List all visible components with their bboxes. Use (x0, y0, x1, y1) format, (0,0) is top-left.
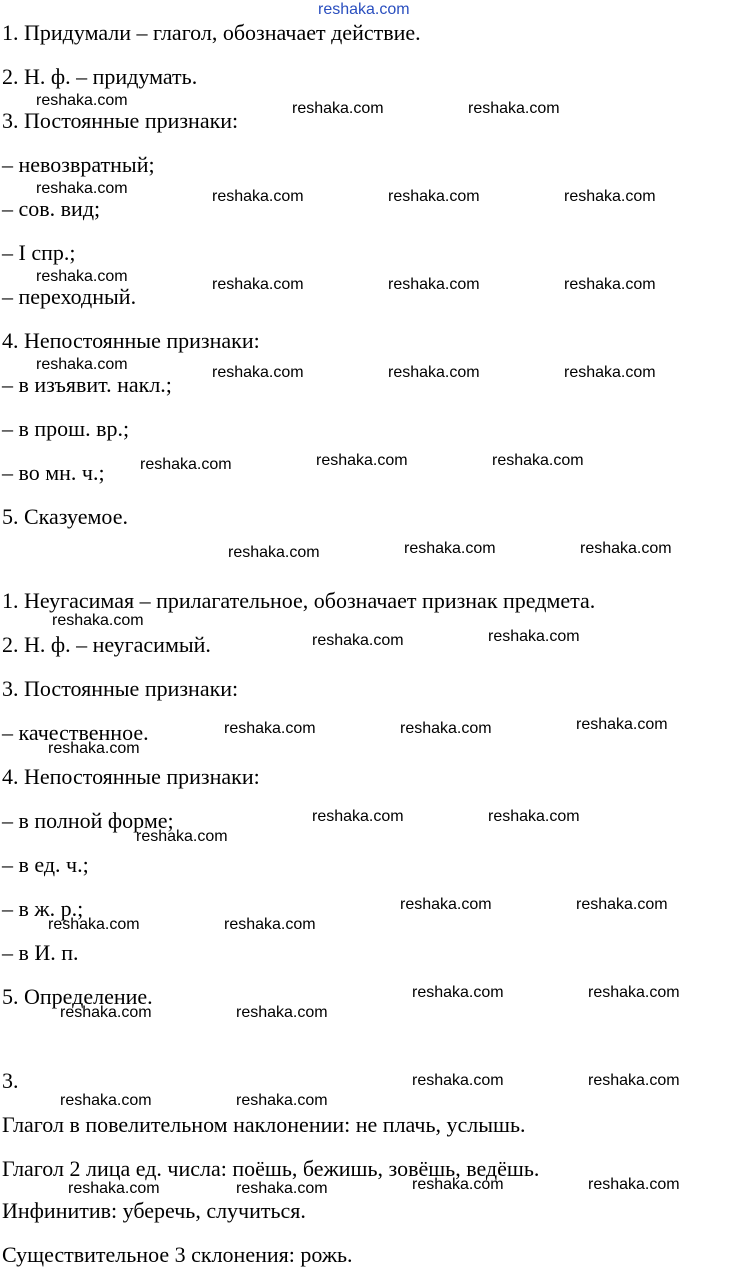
watermark: reshaka.com (60, 1004, 152, 1021)
watermark: reshaka.com (48, 916, 140, 933)
text-line: 5. Сказуемое. (2, 504, 128, 529)
text-line: – в полной форме; (2, 808, 174, 833)
watermark: reshaka.com (564, 364, 656, 381)
watermark: reshaka.com (136, 828, 228, 845)
watermark: reshaka.com (412, 984, 504, 1001)
watermark: reshaka.com (488, 628, 580, 645)
watermark: reshaka.com (576, 716, 668, 733)
text-line: – в изъявит. накл.; (2, 372, 172, 397)
watermark: reshaka.com (588, 1072, 680, 1089)
watermark: reshaka.com (468, 100, 560, 117)
watermark: reshaka.com (492, 452, 584, 469)
watermark: reshaka.com (588, 984, 680, 1001)
watermark: reshaka.com (68, 1180, 160, 1197)
text-line: – невозвратный; (2, 152, 155, 177)
text-line: Существительное 3 склонения: рожь. (2, 1242, 353, 1267)
watermark: reshaka.com (36, 356, 128, 373)
watermark: reshaka.com (316, 452, 408, 469)
watermark: reshaka.com (212, 276, 304, 293)
text-line: 5. Определение. (2, 984, 153, 1009)
watermark: reshaka.com (36, 92, 128, 109)
watermark: reshaka.com (52, 612, 144, 629)
watermark: reshaka.com (400, 896, 492, 913)
watermark: reshaka.com (580, 540, 672, 557)
watermark: reshaka.com (588, 1176, 680, 1193)
watermark: reshaka.com (388, 276, 480, 293)
watermark: reshaka.com (212, 188, 304, 205)
site-watermark-top[interactable]: reshaka.com (318, 1, 410, 18)
text-line: 3. Постоянные признаки: (2, 108, 239, 133)
text-line: 3. (2, 1068, 19, 1093)
text-line: – в прош. вр.; (2, 416, 130, 441)
watermark: reshaka.com (312, 632, 404, 649)
text-line: Инфинитив: уберечь, случиться. (2, 1198, 306, 1223)
watermark: reshaka.com (488, 808, 580, 825)
watermark: reshaka.com (312, 808, 404, 825)
text-line: 4. Непостоянные признаки: (2, 328, 260, 353)
watermark: reshaka.com (400, 720, 492, 737)
watermark: reshaka.com (236, 1004, 328, 1021)
text-line: Глагол 2 лица ед. числа: поёшь, бежишь, зовёшь, ведёшь. (2, 1156, 540, 1181)
text-line: – переходный. (2, 284, 137, 309)
watermark: reshaka.com (564, 276, 656, 293)
watermark: reshaka.com (388, 188, 480, 205)
text-line: – в И. п. (2, 940, 79, 965)
watermark: reshaka.com (576, 896, 668, 913)
text-line: 1. Придумали – глагол, обозначает действие. (2, 20, 421, 45)
watermark: reshaka.com (36, 268, 128, 285)
text-line: 1. Неугасимая – прилагательное, обозначает признак предмета. (2, 588, 596, 613)
watermark: reshaka.com (236, 1092, 328, 1109)
text-line: – в ж. р.; (2, 896, 84, 921)
watermark: reshaka.com (236, 1180, 328, 1197)
watermark: reshaka.com (292, 100, 384, 117)
watermark: reshaka.com (212, 364, 304, 381)
watermark: reshaka.com (36, 180, 128, 197)
text-line: – I спр.; (2, 240, 76, 265)
text-line: 2. Н. ф. – неугасимый. (2, 632, 211, 657)
text-line: 4. Непостоянные признаки: (2, 764, 260, 789)
text-line: – во мн. ч.; (2, 460, 105, 485)
watermark: reshaka.com (228, 544, 320, 561)
watermark: reshaka.com (404, 540, 496, 557)
watermark: reshaka.com (224, 916, 316, 933)
text-line: – в ед. ч.; (2, 852, 89, 877)
watermark: reshaka.com (60, 1092, 152, 1109)
watermark: reshaka.com (224, 720, 316, 737)
text-line: Глагол в повелительном наклонении: не плачь, услышь. (2, 1112, 526, 1137)
text-line: 2. Н. ф. – придумать. (2, 64, 198, 89)
watermark: reshaka.com (412, 1176, 504, 1193)
watermark: reshaka.com (564, 188, 656, 205)
watermark: reshaka.com (412, 1072, 504, 1089)
text-line: – сов. вид; (2, 196, 101, 221)
watermark: reshaka.com (388, 364, 480, 381)
text-line: – качественное. (2, 720, 149, 745)
watermark: reshaka.com (140, 456, 232, 473)
watermark: reshaka.com (48, 740, 140, 757)
text-line: 3. Постоянные признаки: (2, 676, 239, 701)
